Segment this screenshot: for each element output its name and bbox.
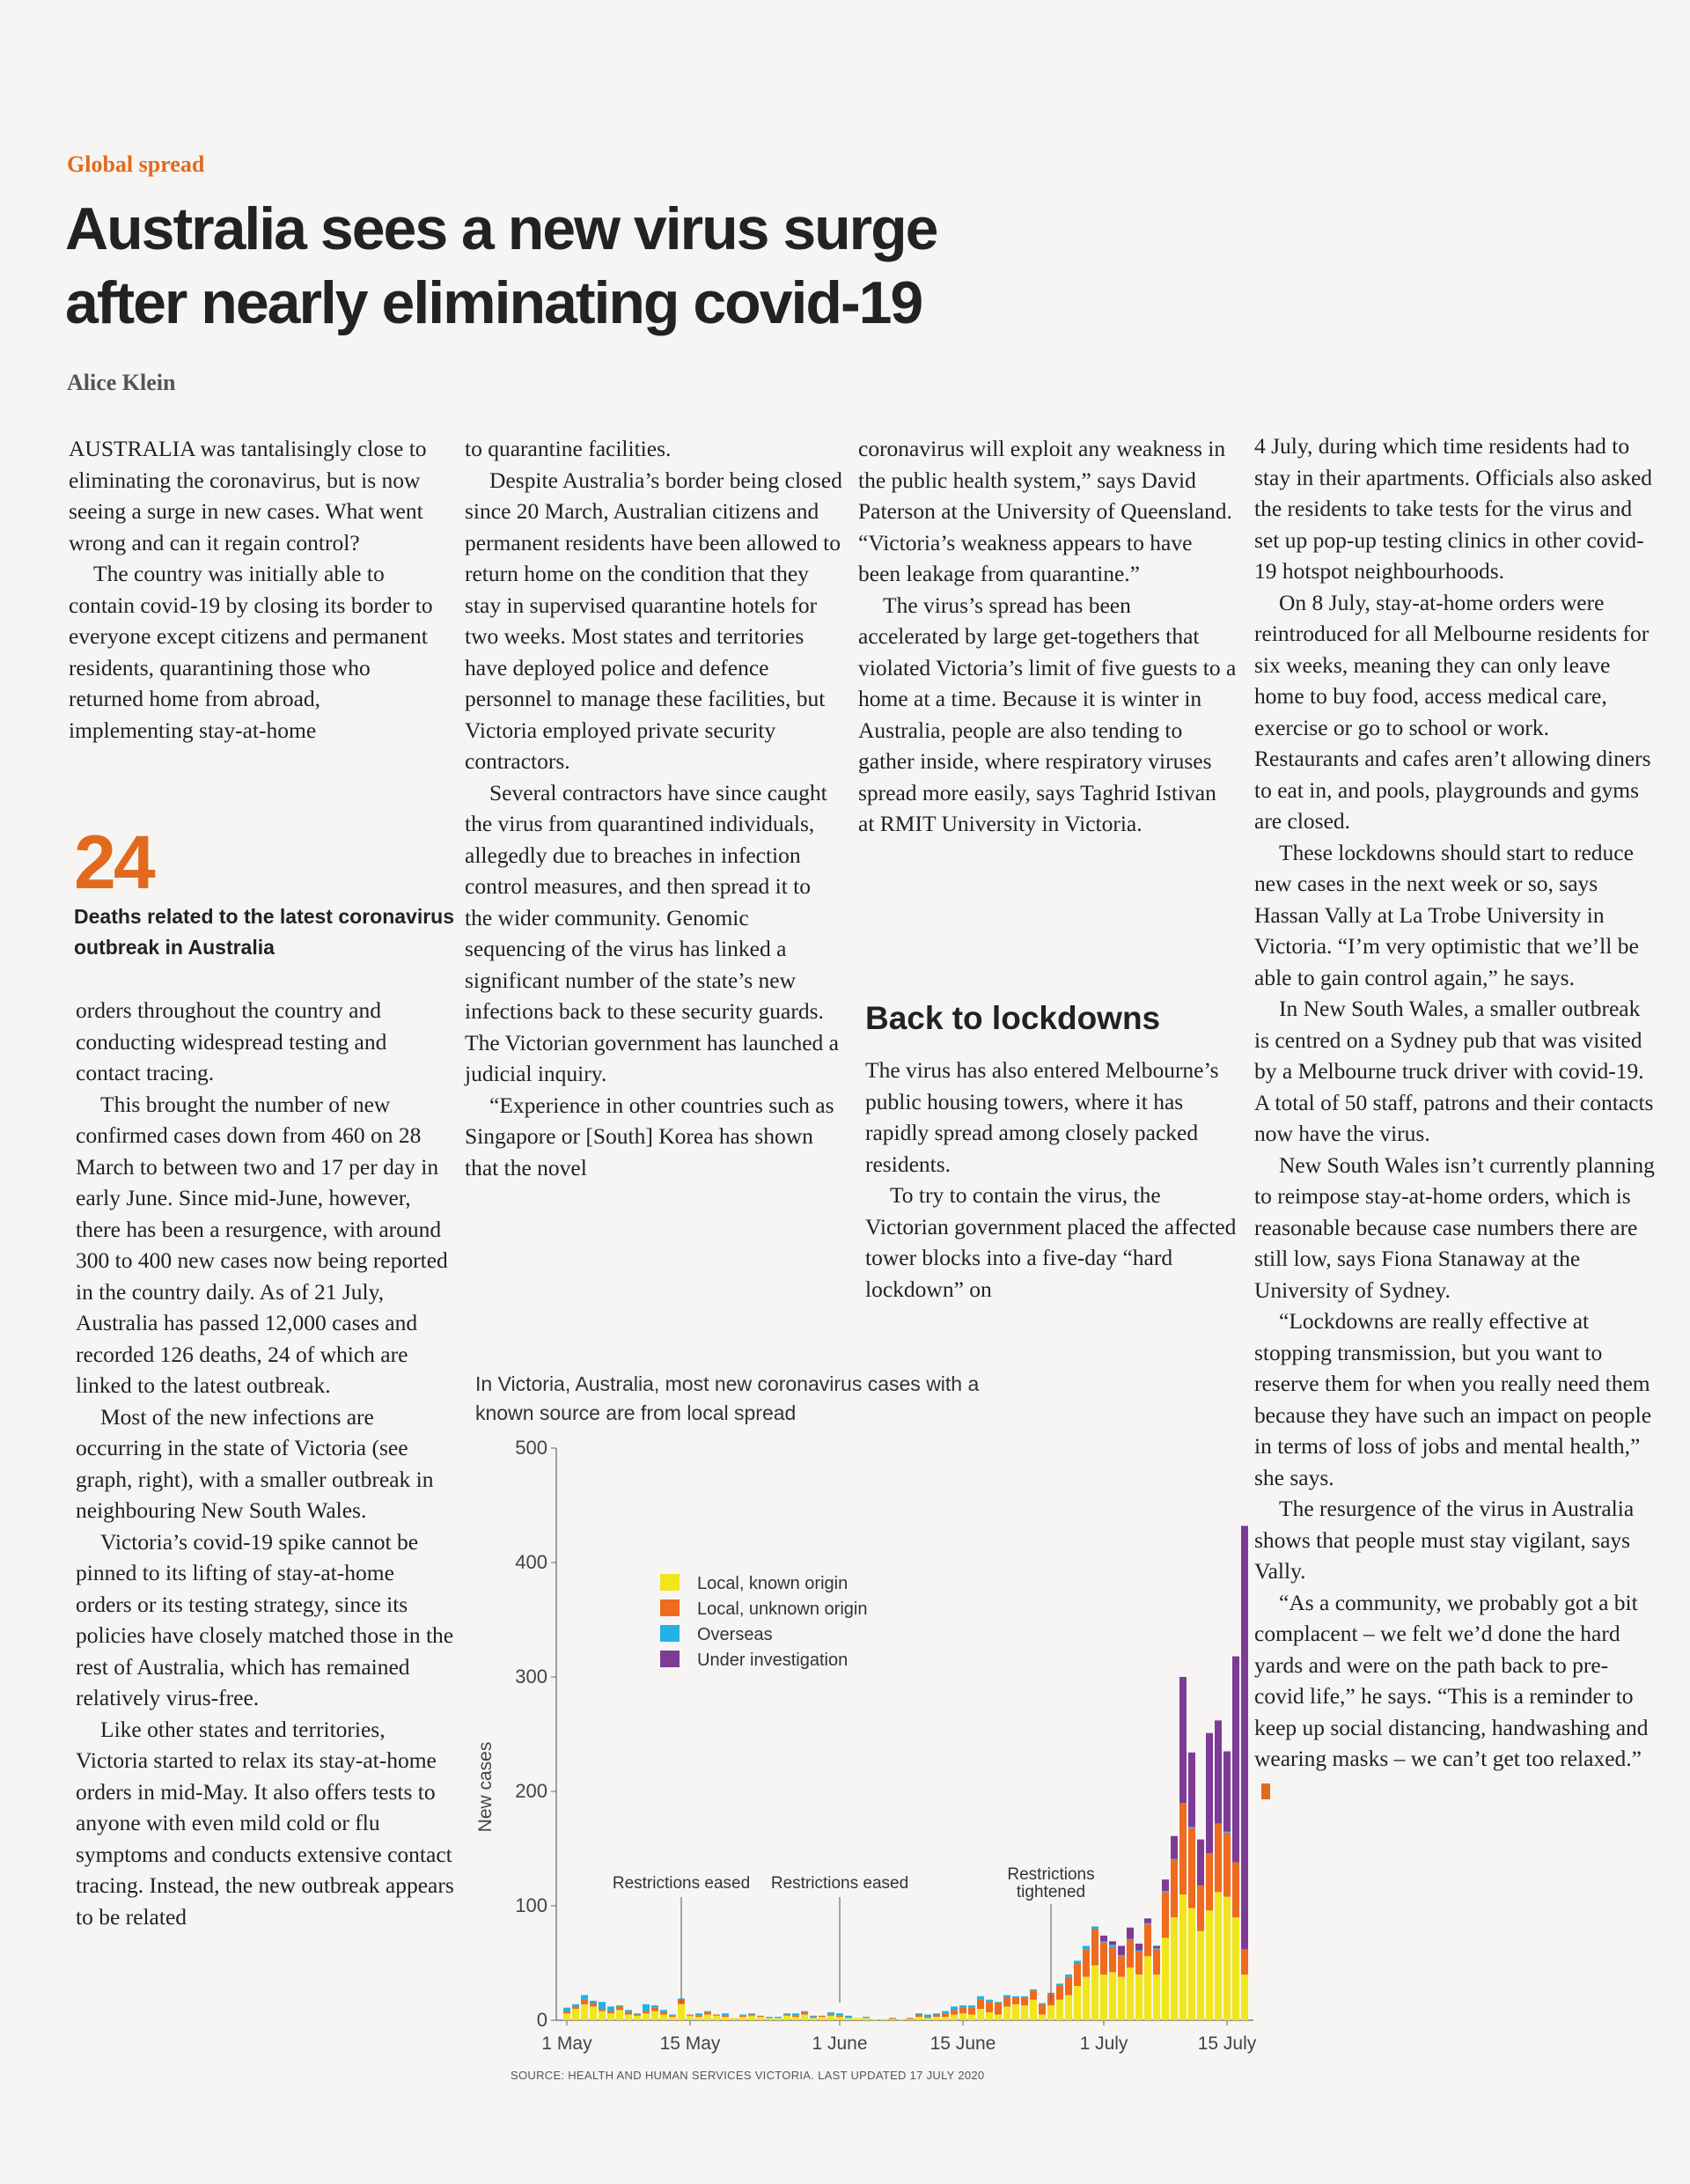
bar-segment [731, 2018, 738, 2020]
bar-segment [968, 2005, 975, 2008]
bar-segment [986, 2002, 993, 2012]
bar-segment [1171, 1860, 1178, 1917]
bar-segment [1241, 1974, 1248, 2020]
bar-segment [915, 2017, 922, 2020]
bar-segment [563, 2013, 570, 2020]
bar-segment [695, 2013, 702, 2016]
bar-segment [1021, 2005, 1028, 2020]
bar-segment [1030, 1990, 1037, 1999]
paragraph: to quarantine facilities. [465, 436, 672, 461]
headline-line-1: Australia sees a new virus surge [65, 195, 937, 262]
bar-segment [907, 2018, 914, 2019]
bar-segment [977, 2009, 984, 2020]
x-tick-label: 15 May [659, 2033, 721, 2054]
bar-segment [1047, 2005, 1054, 2020]
bar-segment [1188, 1908, 1195, 2020]
bar-segment [1100, 1941, 1107, 1942]
column-1-bottom [76, 995, 454, 1932]
bar-segment [827, 2015, 834, 2016]
bar-segment [607, 2006, 614, 2011]
paragraph: In New South Wales, a smaller outbreak is centred on a Sydney pub that was visited by a Melbourne truck driver with covid-19. A total of 50 staff, patrons and their contacts now have the virus. [1254, 996, 1654, 1146]
bar-segment [1091, 1966, 1098, 2020]
paragraph: “Experience in other countries such as Singapore or [South] Korea has shown that the novel [465, 1092, 834, 1180]
bar-segment [1223, 1897, 1231, 2020]
bar-segment [1153, 1949, 1160, 1974]
bar-segment [1188, 1828, 1195, 1908]
bar-segment [643, 2004, 650, 2011]
bar-segment [1065, 1974, 1072, 1977]
headline-line-2: after nearly eliminating covid-19 [65, 269, 922, 336]
x-tick-label: 15 July [1197, 2033, 1257, 2054]
bar-segment [713, 2016, 720, 2020]
annotation-label: tightened [1016, 1883, 1086, 1901]
bar-segment [1162, 1938, 1169, 2020]
bar-segment [1039, 2015, 1046, 2021]
bar-segment [1206, 1853, 1213, 1910]
bar-segment [933, 2013, 940, 2014]
x-tick-label: 1 July [1079, 2033, 1128, 2054]
paragraph: The virus has also entered Melbourne’s public housing towers, where it has rapidly spread among closely packed residents. [865, 1057, 1219, 1177]
bar-segment [924, 2018, 931, 2020]
bar-segment [889, 2018, 896, 2019]
bar-segment [819, 2017, 826, 2020]
paragraph: To try to contain the virus, the Victorian government placed the affected tower blocks into a five-day “hard lockdown” on [865, 1182, 1237, 1302]
paragraph: “Lockdowns are really effective at stopping transmission, but you want to reserve them for when you really need them because they have such an impact on people in terms of loss of jobs and mental health,” she says. [1254, 1308, 1652, 1490]
bar-segment [1171, 1859, 1178, 1860]
bar-segment [625, 2012, 632, 2015]
annotation-label: Restrictions eased [770, 1874, 909, 1893]
bar-segment [1003, 1995, 1010, 1997]
bar-segment [1021, 1997, 1028, 2005]
bar-segment [924, 2017, 931, 2018]
bar-segment [1127, 1967, 1134, 2020]
paragraph: The resurgence of the virus in Australia shows that people must stay vigilant, says Vally. [1254, 1496, 1635, 1584]
bar-segment [889, 2019, 896, 2020]
stat-caption: Deaths related to the latest coronavirus outbreak in Australia [74, 905, 455, 959]
bar-segment [634, 2016, 641, 2020]
y-tick-label: 100 [515, 1894, 547, 1916]
bar-segment [1109, 1947, 1116, 1973]
bar-segment [1118, 1977, 1125, 2020]
y-tick-label: 200 [515, 1780, 547, 1802]
bar-segment [827, 2016, 834, 2020]
paragraph: These lockdowns should start to reduce new cases in the next week or so, says Hassan Vally at La Trobe University in Victoria. “I’m very optimistic that we’ll be able to gain control again,” he says. [1254, 839, 1639, 990]
bar-segment [660, 2010, 667, 2012]
bar-segment [581, 1995, 588, 1999]
bar-segment [722, 2013, 729, 2016]
annotation-label: Restrictions [1007, 1865, 1095, 1884]
kicker: Global spread [67, 151, 205, 177]
bar-segment [669, 2017, 676, 2020]
bar-segment [704, 2011, 711, 2012]
y-tick-label: 400 [515, 1551, 547, 1573]
bar-segment [634, 2015, 641, 2016]
bar-segment [959, 2013, 966, 2020]
bar-segment [1153, 1974, 1160, 2020]
bar-segment [1056, 1983, 1063, 1986]
bar-segment [1100, 1974, 1107, 2020]
bar-segment [1030, 1989, 1037, 1990]
bar-segment [1171, 1836, 1178, 1859]
bar-segment [1206, 1733, 1213, 1854]
bar-segment [1065, 1995, 1072, 2020]
bar-segment [651, 2005, 658, 2008]
bar-segment [1223, 1752, 1231, 1832]
paragraph: Like other states and territories, Victoria started to relax its stay-at-home orders in mid-May. It also offers tests to anyone with even mild cold or flu symptoms and conducts extensive contact tracing. Instead, the new outbreak appears to be related [76, 1716, 454, 1930]
bar-segment [942, 2017, 949, 2020]
bar-segment [616, 2010, 623, 2020]
legend-swatch [660, 1574, 680, 1591]
x-tick-label: 1 May [541, 2033, 592, 2054]
bar-segment [995, 2002, 1002, 2003]
bar-segment [590, 2001, 597, 2004]
chart-title: In Victoria, Australia, most new coronavirus cases with a known source are from local spread [475, 1372, 980, 1424]
bar-segment [1144, 1924, 1151, 1956]
bar-segment [863, 2018, 870, 2020]
column-4 [1254, 430, 1655, 1805]
bar-segment [977, 2000, 984, 2009]
paragraph: The country was initially able to contain covid-19 by closing its border to everyone except citizens and permanent residents, quarantining those who returned home from abroad, implementing stay-at-home [69, 561, 433, 743]
bar-segment [625, 2015, 632, 2021]
bar-segment [572, 2009, 579, 2020]
bar-segment [1232, 1657, 1239, 1863]
bar-segment [766, 2018, 773, 2020]
bar-segment [1021, 1996, 1028, 1997]
bar-segment [757, 2017, 764, 2020]
bar-segment [783, 2015, 790, 2016]
bar-segment [836, 2013, 843, 2016]
x-tick-label: 15 June [930, 2033, 996, 2054]
bar-segment [819, 2016, 826, 2017]
bar-segment [1206, 1910, 1213, 2020]
legend-swatch [660, 1625, 680, 1642]
bar-segment [669, 2015, 676, 2016]
bar-segment [766, 2017, 773, 2018]
paragraph: 4 July, during which time residents had to stay in their apartments. Officials also asked the residents to take tests for the virus and set up pop-up testing clinics in other covid-19 hotspot neighbourhoods. [1254, 433, 1653, 584]
headline [65, 192, 1209, 340]
paragraph: Most of the new infections are occurring in the state of Victoria (see graph, right), with a smaller outbreak in neighbouring New South Wales. [76, 1403, 434, 1523]
bar-segment [995, 2004, 1002, 2015]
cases-chart [458, 1426, 1257, 2060]
bar-segment [951, 2015, 958, 2021]
bar-segment [1003, 2006, 1010, 2020]
bar-segment [792, 2017, 799, 2020]
bar-segment [590, 2006, 597, 2020]
bar-segment [1241, 1949, 1248, 1974]
bar-segment [607, 2011, 614, 2014]
bar-segment [1091, 1926, 1098, 1929]
end-mark-icon [1261, 1783, 1270, 1799]
bar-segment [845, 2018, 852, 2020]
paragraph: On 8 July, stay-at-home orders were reintroduced for all Melbourne residents for six weeks, meaning they can only leave home to buy food, access medical care, exercise or go to school or work. Restaurants and cafes aren’t allowing diners to eat in, and pools, playgrounds and gyms are closed. [1254, 589, 1651, 834]
bar-segment [581, 2000, 588, 2004]
bar-segment [783, 2013, 790, 2014]
bar-segment [1012, 2004, 1019, 2020]
bar-segment [1153, 1948, 1160, 1949]
bar-segment [907, 2019, 914, 2020]
bar-segment [616, 2005, 623, 2006]
bar-segment [810, 2016, 817, 2017]
bar-segment [660, 2015, 667, 2021]
bar-segment [1144, 1918, 1151, 1923]
bar-segment [1188, 1753, 1195, 1827]
bar-segment [1074, 1963, 1081, 1986]
bar-segment [775, 2017, 782, 2018]
bar-segment [651, 2008, 658, 2011]
bar-segment [687, 2015, 694, 2016]
stat-number: 24 [74, 820, 153, 905]
bar-segment [801, 2011, 808, 2012]
paragraph: coronavirus will exploit any weakness in the public health system,” says David Paterson at the University of Queensland. “Victoria’s weakness appears to have been leakage from quarantine.” [858, 436, 1232, 586]
column-2 [465, 433, 843, 1183]
bar-segment [1223, 1832, 1231, 1833]
bar-segment [1100, 1943, 1107, 1974]
bar-segment [1179, 1677, 1187, 1803]
bar-segment [1153, 1946, 1160, 1949]
bar-segment [1215, 1892, 1222, 2020]
bar-segment [933, 2015, 940, 2018]
paragraph: New South Wales isn’t currently planning to reimpose stay-at-home orders, which is reasonable because case numbers there are still low, says Fiona Stanaway at the University of Sydney. [1254, 1151, 1655, 1303]
legend-label: Local, known origin [697, 1574, 849, 1593]
bar-segment [1135, 1952, 1143, 1974]
bar-segment [1091, 1929, 1098, 1966]
bar-segment [863, 2017, 870, 2018]
bar-segment [792, 2016, 799, 2017]
bar-segment [1223, 1833, 1231, 1897]
bar-segment [951, 2010, 958, 2014]
bar-segment [695, 2017, 702, 2020]
bar-segment [581, 2004, 588, 2020]
bar-segment [722, 2017, 729, 2020]
bar-segment [748, 2016, 755, 2020]
bar-segment [748, 2015, 755, 2016]
bar-segment [968, 2008, 975, 2015]
bar-segment [607, 2013, 614, 2020]
y-tick-label: 500 [515, 1437, 547, 1459]
bar-segment [739, 2017, 746, 2020]
bar-segment [739, 2015, 746, 2016]
bar-segment [1232, 1863, 1239, 1917]
paragraph: This brought the number of new confirmed cases down from 460 on 28 March to between two and 17 per day in early June. Since mid-June, however, there has been a resurgence, with around 300 to 400 new cases now being reported in the country daily. As of 21 July, Australia has passed 12,000 cases and recorded 126 deaths, 24 of which are linked to the latest outbreak. [76, 1091, 448, 1398]
bar-segment [1179, 1894, 1187, 2020]
bar-segment [651, 2011, 658, 2020]
bar-segment [1197, 1931, 1204, 2020]
bar-segment [995, 2015, 1002, 2021]
bar-segment [634, 2013, 641, 2014]
bar-segment [643, 2013, 650, 2020]
bar-segment [660, 2012, 667, 2015]
bar-segment [915, 2015, 922, 2018]
bar-segment [1135, 1951, 1143, 1952]
bar-segment [1012, 1997, 1019, 2004]
bar-segment [625, 2010, 632, 2012]
bar-segment [1109, 1941, 1116, 1945]
column-3-top [858, 433, 1237, 840]
bar-segment [1030, 2000, 1037, 2020]
bar-segment [1162, 1879, 1169, 1891]
bar-segment [1100, 1936, 1107, 1942]
bar-segment [1118, 1955, 1125, 1956]
y-tick-label: 300 [515, 1666, 547, 1688]
paragraph: Victoria’s covid-19 spike cannot be pinned to its lifting of stay-at-home orders or its testing strategy, since its policies have closely matched those in the rest of Australia, which has remained relatively virus-free. [76, 1528, 454, 1710]
paragraph: orders throughout the country and conducting widespread testing and contact tracing. [76, 997, 387, 1085]
bar-segment [1074, 1960, 1081, 1963]
bar-segment [1171, 1917, 1178, 2020]
column-3-bottom [865, 1055, 1244, 1305]
bar-segment [704, 2012, 711, 2015]
subheading: Back to lockdowns [865, 1000, 1161, 1036]
y-tick-label: 0 [536, 2009, 547, 2031]
bar-segment [880, 2019, 887, 2020]
bar-segment [1135, 1944, 1143, 1951]
bar-segment [1083, 1977, 1090, 2020]
bar-segment [1039, 2004, 1046, 2015]
bar-segment [1162, 1891, 1169, 1892]
bar-segment [783, 2016, 790, 2020]
bar-segment [1215, 1823, 1222, 1892]
bar-segment [854, 2018, 861, 2020]
bar-segment [827, 2012, 834, 2015]
bar-segment [1056, 1986, 1063, 2000]
bar-segment [845, 2016, 852, 2019]
bar-segment [599, 2002, 606, 2009]
bar-segment [871, 2019, 878, 2020]
bar-segment [1083, 1949, 1090, 1976]
bar-segment [599, 2011, 606, 2020]
bar-segment [959, 2005, 966, 2008]
bar-segment [563, 2011, 570, 2014]
annotation-label: Restrictions eased [612, 1874, 751, 1893]
legend-label: Under investigation [697, 1651, 849, 1670]
bar-segment [942, 2011, 949, 2014]
bar-segment [1144, 1923, 1151, 1924]
bar-segment [687, 2016, 694, 2020]
bar-segment [669, 2016, 676, 2017]
bar-segment [572, 2004, 579, 2007]
bar-segment [792, 2013, 799, 2016]
bar-segment [1074, 1986, 1081, 2020]
bar-segment [1127, 1939, 1134, 1940]
bar-segment [1083, 1946, 1090, 1950]
bar-segment [1179, 1803, 1187, 1894]
bar-segment [1127, 1940, 1134, 1967]
paragraph: The virus’s spread has been accelerated by large get-togethers that violated Victoria’s limit of five guests to a home at a time. Because it is winter in Australia, people are also tending to gather inside, where respiratory viruses spread more easily, says Taghrid Istivan at RMIT University in Victoria. [858, 592, 1237, 836]
bar-segment [801, 2012, 808, 2015]
bar-segment [704, 2015, 711, 2021]
legend-label: Overseas [697, 1625, 773, 1644]
bar-segment [898, 2019, 905, 2020]
bar-segment [977, 1996, 984, 2000]
bar-segment [678, 2004, 685, 2020]
bar-segment [1215, 1720, 1222, 1823]
bar-segment [695, 2016, 702, 2017]
bar-segment [1109, 1945, 1116, 1947]
bar-segment [757, 2016, 764, 2017]
bar-segment [1003, 1997, 1010, 2006]
y-axis-label: New cases [475, 1741, 496, 1833]
bar-segment [563, 2008, 570, 2011]
legend-label: Local, unknown origin [697, 1599, 868, 1619]
bar-segment [1056, 2000, 1063, 2020]
bar-segment [572, 2006, 579, 2009]
bar-segment [1118, 1946, 1125, 1955]
bar-segment [951, 2006, 958, 2010]
bar-segment [599, 2009, 606, 2011]
bar-segment [1135, 1974, 1143, 2020]
bar-segment [836, 2017, 843, 2020]
bar-segment [616, 2006, 623, 2010]
bar-segment [1162, 1892, 1169, 1938]
byline: Alice Klein [67, 370, 176, 395]
paragraph [1254, 1587, 1655, 1806]
bar-segment [836, 2016, 843, 2017]
bar-segment [748, 2013, 755, 2014]
bar-segment [1012, 1996, 1019, 1997]
bar-segment [801, 2015, 808, 2021]
bar-segment [986, 2012, 993, 2020]
bar-segment [1109, 1972, 1116, 2020]
bar-segment [968, 2015, 975, 2021]
legend-swatch [660, 1599, 680, 1616]
x-tick-label: 1 June [812, 2033, 868, 2054]
bar-segment [775, 2018, 782, 2020]
bar-segment [810, 2018, 817, 2020]
bar-segment [1144, 1956, 1151, 2020]
bar-segment [915, 2013, 922, 2014]
bar-segment [722, 2016, 729, 2017]
bar-segment [590, 2004, 597, 2007]
bar-segment [1232, 1917, 1239, 2020]
paragraph-text: “As a community, we probably got a bit complacent – we felt we’d done the hard yards and were on the path back to pre-covid life,” he says. “This is a reminder to keep up social distancing, handwashing and wearing masks – we can’t get too relaxed.” [1254, 1589, 1649, 1771]
bar-segment [1197, 1886, 1204, 1931]
bar-segment [810, 2017, 817, 2018]
bar-segment [933, 2017, 940, 2020]
bar-segment [1197, 1840, 1204, 1886]
legend-swatch [660, 1651, 680, 1667]
chart-source: SOURCE: HEALTH AND HUMAN SERVICES VICTORIA. LAST UPDATED 17 JULY 2020 [511, 2069, 985, 2082]
bar-segment [986, 2000, 993, 2003]
bar-segment [1127, 1928, 1134, 1939]
bar-segment [1065, 1977, 1072, 1996]
bar-segment [1241, 1526, 1248, 1949]
bar-segment [643, 2011, 650, 2014]
bar-segment [942, 2013, 949, 2017]
bar-segment [1118, 1956, 1125, 1976]
bar-segment [924, 2015, 931, 2018]
paragraph: Several contractors have since caught the virus from quarantined individuals, allegedly due to breaches in infection control measures, and then spread it to the wider community. Genomic sequencing of the virus has linked a significant number of the state’s new infections back to these security guards. The Victorian government has launched a judicial inquiry. [465, 779, 839, 1086]
bar-segment [959, 2008, 966, 2014]
bar-segment [713, 2015, 720, 2016]
bar-segment [739, 2016, 746, 2017]
paragraph: Despite Australia’s border being closed since 20 March, Australian citizens and permanent residents have been allowed to return home on the condition that they stay in supervised quarantine hotels for two weeks. Most states and territories have deployed police and defence personnel to manage these facilities, but Victoria employed private security contractors. [465, 467, 842, 774]
column-1-top [69, 433, 438, 746]
paragraph: AUSTRALIA was tantalisingly close to eliminating the coronavirus, but is now seeing a surge in new cases. What went wrong and can it regain control? [69, 436, 427, 555]
